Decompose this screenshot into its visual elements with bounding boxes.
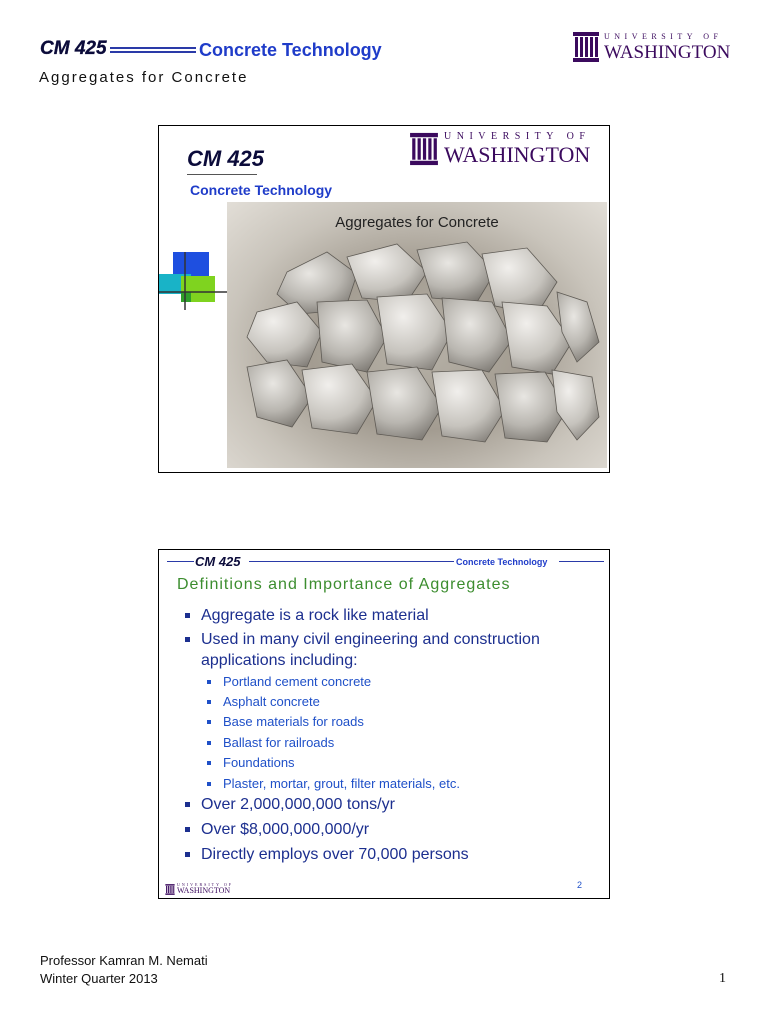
sub-bullet-text: Base materials for roads — [223, 714, 364, 729]
uw-logo-slide1 — [409, 132, 590, 166]
header-subtitle: Aggregates for Concrete — [39, 69, 249, 86]
logo-line1: UNIVERSITY OF — [604, 31, 723, 41]
slide1-course-underline — [187, 174, 257, 175]
slide2-heading: Definitions and Importance of Aggregates — [177, 576, 511, 593]
slide2-rule-right — [559, 561, 604, 562]
slide1-tech-label: Concrete Technology — [190, 182, 333, 198]
slide1-course: CM 425 — [187, 146, 265, 171]
slide1-photo-title: Aggregates for Concrete — [335, 214, 499, 231]
slide2-logo-line2: WASHINGTON — [177, 886, 231, 895]
slide1-logo-line2: WASHINGTON — [444, 142, 591, 167]
sub-bullet-text: Plaster, mortar, grout, filter materials, etc. — [223, 776, 460, 791]
bullet-text: Over $8,000,000,000/yr — [201, 821, 370, 838]
bullet-text: applications including: — [201, 652, 358, 669]
uw-pillars-icon — [572, 32, 600, 62]
slide2-tech-label: Concrete Technology — [456, 557, 548, 567]
header-rule-bottom — [110, 51, 196, 53]
slide-2 — [158, 549, 610, 899]
slide1-logo-line1: UNIVERSITY OF — [444, 131, 591, 142]
bullet-text: Directly employs over 70,000 persons — [201, 846, 469, 863]
sub-bullet-text: Ballast for railroads — [223, 735, 335, 750]
header-rule-top — [110, 47, 196, 49]
bullet-text: Over 2,000,000,000 tons/yr — [201, 796, 395, 813]
footer-term: Winter Quarter 2013 — [40, 971, 158, 986]
header-title: Concrete Technology — [199, 40, 382, 60]
sub-bullet-text: Asphalt concrete — [223, 694, 320, 709]
slide-1 — [158, 125, 610, 473]
sub-bullet-text: Portland cement concrete — [223, 674, 372, 689]
page-number: 1 — [719, 971, 726, 986]
bullet-text: Aggregate is a rock like material — [201, 607, 429, 624]
uw-pillars-icon — [409, 132, 439, 166]
uw-logo-header — [572, 32, 730, 62]
crushed-aggregate-icon — [227, 202, 607, 468]
slide2-logo-line1: UNIVERSITY OF — [177, 882, 233, 887]
aggregate-photo — [227, 202, 607, 468]
slide2-rule-left — [167, 561, 194, 562]
slide2-page-number: 2 — [577, 880, 583, 890]
sub-bullet-text: Foundations — [223, 755, 295, 770]
slide2-rule-middle — [249, 561, 454, 562]
uw-pillars-icon — [165, 884, 175, 895]
logo-line2: WASHINGTON — [604, 41, 731, 63]
bullet-text: Used in many civil engineering and construction — [201, 631, 540, 648]
slide2-course: CM 425 — [195, 554, 241, 569]
footer-author: Professor Kamran M. Nemati — [40, 953, 208, 968]
colored-squares-decor-icon — [159, 252, 229, 312]
header-course: CM 425 — [40, 38, 107, 59]
uw-logo-slide2 — [165, 883, 233, 895]
